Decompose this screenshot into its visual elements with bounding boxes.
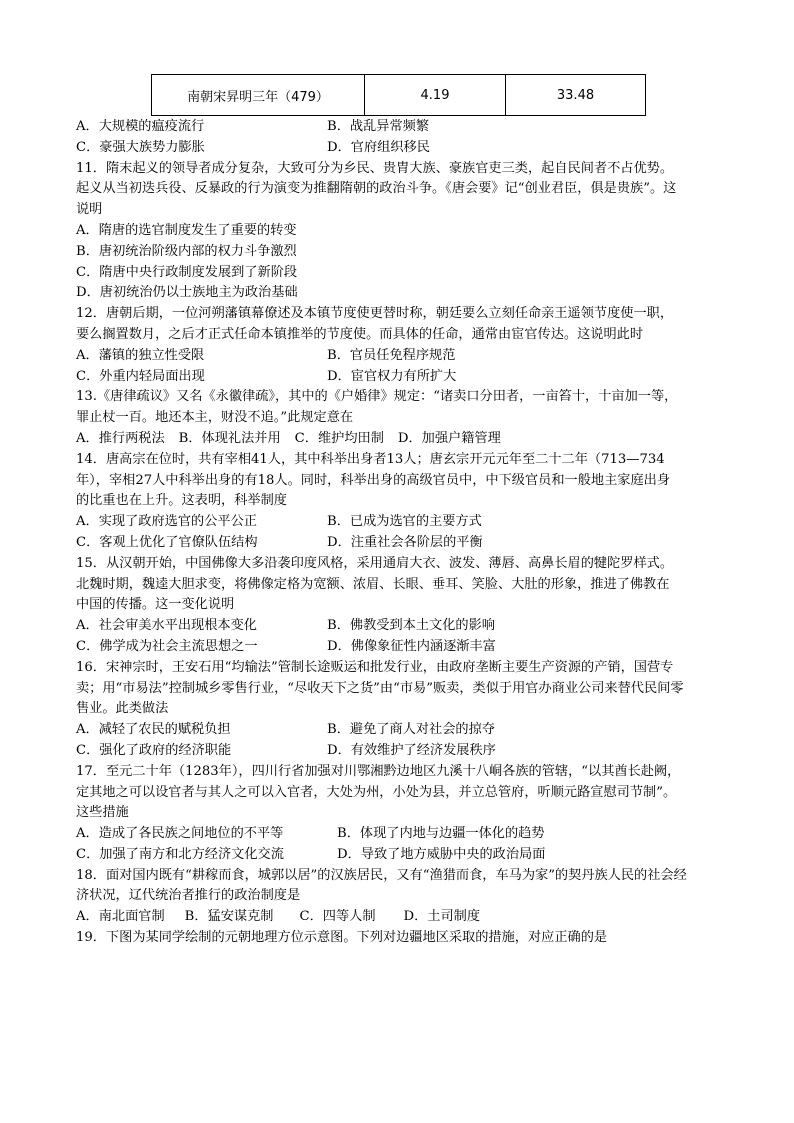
question-16 bbox=[76, 658, 726, 762]
question-text: 14．唐高宗在位时，共有宰相41人，其中科举出身者13人；唐玄宗开元元年至二十二年（713—734 bbox=[76, 451, 665, 467]
question-text: 年），宰相27人中科举出身的有18人。同时，科举出身的高级官员中，中下级官员和一般地主家庭出身 bbox=[76, 472, 671, 488]
option-b: B．猛安谋克制 bbox=[184, 909, 274, 925]
option-a: A．推行两税法 bbox=[76, 430, 165, 446]
question-11 bbox=[76, 159, 726, 305]
question-text: 济状况，辽代统治者推行的政治制度是 bbox=[76, 888, 301, 904]
option-b: B．战乱异常频繁 bbox=[327, 119, 430, 134]
option-c: C．加强了南方和北方经济文化交流 bbox=[76, 846, 284, 862]
question-19 bbox=[76, 928, 726, 949]
option-d: D．官府组织移民 bbox=[327, 139, 430, 155]
table-cell-value-2: 33.48 bbox=[506, 75, 646, 116]
option-b: B．体现了内地与边疆一体化的趋势 bbox=[337, 826, 545, 842]
question-text: 18．面对国内既有“耕稼而食，城郭以居”的汉族居民，又有“渔猎而食，车马为家”的契丹族人民的社会经 bbox=[76, 867, 687, 883]
option-b: B．体现礼法并用 bbox=[178, 430, 281, 446]
option-a: A．藩镇的独立性受限 bbox=[76, 347, 205, 363]
question-text: 北魏时期，魏逵大胆求变，将佛像定格为宽额、浓眉、长眼、垂耳、笑脸、大肚的形象，推进了佛教在 bbox=[76, 576, 670, 592]
option-a: A．南北面官制 bbox=[76, 909, 165, 925]
question-text: 15．从汉朝开始，中国佛像大多沿袭印度风格，采用通肩大衣、波发、薄唇、高鼻长眉的犍陀罗样式。 bbox=[76, 555, 674, 571]
option-d: D．唐初统治仍以士族地主为政治基础 bbox=[76, 285, 298, 301]
question-text: 11．隋末起义的领导者成分复杂，大致可分为乡民、贵胄大族、豪族官吏三类，起自民间者不占优势。 bbox=[76, 160, 674, 176]
option-d: D．加强户籍管理 bbox=[397, 430, 501, 446]
question-text: 要么搁置数月，之后才正式任命本镇推举的节度使。而具体的任命，通常由宦官传达。这说明此时 bbox=[76, 326, 644, 342]
data-table bbox=[151, 74, 646, 116]
question-14 bbox=[76, 450, 726, 554]
option-b: B．唐初统治阶级内部的权力斗争激烈 bbox=[76, 243, 297, 259]
question-13 bbox=[76, 387, 726, 449]
question-text: 中国的传播。这一变化说明 bbox=[76, 597, 235, 613]
option-c: C．强化了政府的经济职能 bbox=[76, 742, 232, 758]
option-c: C．豪强大族势力膨胀 bbox=[76, 139, 205, 155]
question-18 bbox=[76, 866, 726, 928]
option-a: A．实现了政府选官的公平公正 bbox=[76, 514, 257, 530]
question-text: 说明 bbox=[76, 202, 103, 218]
option-c: C．隋唐中央行政制度发展到了新阶段 bbox=[76, 264, 298, 280]
question-17 bbox=[76, 762, 726, 866]
question-text: 卖；用“市易法”控制城乡零售行业，“尽收天下之货”由“市易”贩卖，类似于用官办商业公司来替代民间零 bbox=[76, 680, 684, 696]
option-b: B．避免了商人对社会的掠夺 bbox=[327, 722, 495, 738]
question-text: 罪止杖一百。地还本主，财没不追。”此规定意在 bbox=[76, 410, 354, 426]
option-a: A．造成了各民族之间地位的不平等 bbox=[76, 826, 284, 842]
option-c: C．维护均田制 bbox=[294, 430, 384, 446]
question-text: 16．宋神宗时，王安石用“均输法”管制长途贩运和批发行业，由政府垄断主要生产资源的产销，国营专 bbox=[76, 659, 674, 675]
questions bbox=[76, 117, 726, 949]
option-d: D．有效维护了经济发展秩序 bbox=[327, 742, 496, 758]
question-15 bbox=[76, 554, 726, 658]
question-text: 售业。此类做法 bbox=[76, 701, 169, 717]
option-d: D．土司制度 bbox=[403, 909, 481, 925]
question-text: 12．唐朝后期，一位河朔藩镇幕僚述及本镇节度使更替时称，朝廷要么立刻任命亲王遥领节度使一职， bbox=[76, 306, 674, 322]
option-a: A．减轻了农民的赋税负担 bbox=[76, 722, 231, 738]
table-row bbox=[152, 75, 646, 116]
question-text: 这些措施 bbox=[76, 805, 129, 821]
option-d: D．注重社会各阶层的平衡 bbox=[327, 534, 483, 550]
option-c: C．佛学成为社会主流思想之一 bbox=[76, 638, 258, 654]
question-text: 19．下图为某同学绘制的元朝地理方位示意图。下列对边疆地区采取的措施，对应正确的是 bbox=[76, 930, 608, 946]
option-c: C．外重内轻局面出现 bbox=[76, 368, 205, 384]
question-10-options bbox=[76, 117, 726, 159]
option-a: A．隋唐的选官制度发生了重要的转变 bbox=[76, 222, 297, 238]
question-text: 的比重也在上升。这表明，科举制度 bbox=[76, 493, 287, 509]
question-text: 17．至元二十年（1283年），四川行省加强对川鄂湘黔边地区九溪十八峒各族的管辖，“以其酋长赴阙， bbox=[76, 763, 681, 779]
table-cell-value-1: 4.19 bbox=[365, 75, 506, 116]
option-d: D．导致了地方威胁中央的政治局面 bbox=[337, 846, 546, 862]
option-b: B．已成为选官的主要方式 bbox=[327, 514, 482, 530]
option-a: A．社会审美水平出现根本变化 bbox=[76, 618, 257, 634]
option-d: D．佛像象征性内涵逐渐丰富 bbox=[327, 638, 496, 654]
option-c: C．四等人制 bbox=[299, 909, 376, 925]
option-a: A．大规模的瘟疫流行 bbox=[76, 119, 205, 134]
question-text: 起义从当初迭兵役、反暴政的行为演变为推翻隋朝的政治斗争。《唐会要》记“创业君臣，俱是贵族”。这 bbox=[76, 181, 677, 197]
option-b: B．佛教受到本土文化的影响 bbox=[327, 618, 495, 634]
option-b: B．官员任免程序规范 bbox=[327, 347, 456, 363]
option-d: D．宦官权力有所扩大 bbox=[327, 368, 457, 384]
option-c: C．客观上优化了官僚队伍结构 bbox=[76, 534, 258, 550]
question-text: 13.《唐律疏议》又名《永徽律疏》，其中的《户婚律》规定：“诸卖口分田者，一亩笞十，十亩加一等， bbox=[76, 389, 678, 405]
question-12 bbox=[76, 304, 726, 387]
table-cell-period: 南朝宋昇明三年（479） bbox=[152, 75, 365, 116]
question-text: 定其地之可以设官者与其人之可以入官者，大处为州，小处为县，并立总管府，听顺元路宣慰司节制”。 bbox=[76, 784, 677, 800]
